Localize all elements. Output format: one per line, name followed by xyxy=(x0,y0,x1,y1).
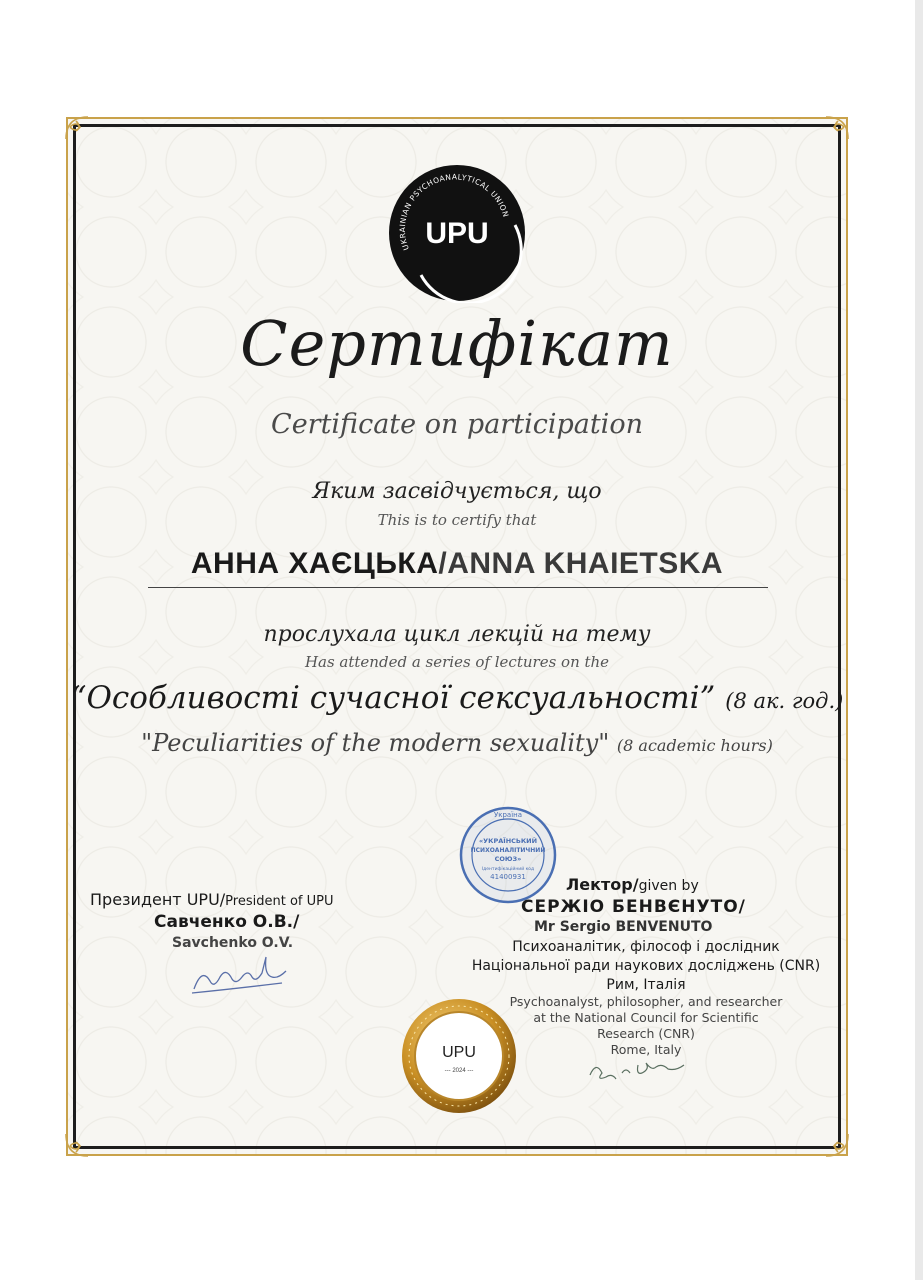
lecturer-desc-en-1: Psychoanalyst, philosopher, and researcher xyxy=(509,994,783,1009)
lecturer-desc-ua-1: Психоаналітик, філософ і дослідник xyxy=(512,939,780,955)
corner-ornament-icon xyxy=(822,1130,852,1160)
upu-logo xyxy=(387,163,527,303)
title-en: Certificate on participation xyxy=(271,409,643,440)
logo-abbr: UPU xyxy=(425,217,489,250)
lecturer-role-ua: Лектор/ xyxy=(566,875,639,894)
corner-ornament-icon xyxy=(62,1130,92,1160)
corner-ornament-icon xyxy=(62,113,92,143)
president-role-ua: Президент UPU/ xyxy=(90,890,226,909)
president-name-ua: Савченко О.В./ xyxy=(154,912,300,932)
certify-ua: Яким засвідчується, що xyxy=(312,479,602,504)
certify-en: This is to certify that xyxy=(377,511,537,529)
lecturer-desc-en-2: at the National Council for Scientific xyxy=(533,1010,759,1025)
president-signature-icon xyxy=(188,955,288,1005)
name-underline xyxy=(148,587,768,588)
recipient-name xyxy=(66,547,848,581)
lecturer-signature-icon xyxy=(586,1057,696,1083)
gold-seal xyxy=(400,997,518,1115)
topic-ua-text: “Особливості сучасної сексуальності” xyxy=(70,680,716,716)
lecturer-role xyxy=(566,875,699,894)
seal-year: --- 2024 --- xyxy=(444,1068,474,1074)
stamp-code: 41400931 xyxy=(490,873,526,881)
organization-stamp xyxy=(449,805,567,905)
title-ua: Сертифікат xyxy=(240,307,674,380)
stamp-line2: ПСИХОАНАЛІТИЧНИЙ xyxy=(470,847,546,854)
corner-ornament-icon xyxy=(822,113,852,143)
stamp-line3: СОЮЗ» xyxy=(494,855,522,863)
name-separator: / xyxy=(438,547,448,580)
lecturer-desc-en-4: Rome, Italy xyxy=(610,1042,682,1057)
attended-en: Has attended a series of lectures on the xyxy=(304,653,610,671)
topic-en xyxy=(66,729,848,757)
stamp-top: Україна xyxy=(493,811,523,819)
stamp-code-label: Ідентифікаційний код xyxy=(481,867,535,872)
certificate xyxy=(66,117,848,1156)
lecturer-name-en: Mr Sergio BENVENUTO xyxy=(534,919,713,935)
lecturer-role-en: given by xyxy=(638,878,699,894)
lecturer-name-ua: СЕРЖІО БЕНВЄНУТО/ xyxy=(521,897,746,917)
stamp-line1: «УКРАЇНСЬКИЙ xyxy=(478,837,538,845)
lecturer-desc-ua-3: Рим, Італія xyxy=(606,977,686,993)
lecturer-desc-en-3: Research (CNR) xyxy=(597,1026,695,1041)
page-edge xyxy=(915,0,923,1280)
topic-ua xyxy=(66,680,848,716)
lecturer-desc-ua-2: Національної ради наукових досліджень (CNR) xyxy=(471,958,821,974)
attended-ua: прослухала цикл лекцій на тему xyxy=(263,622,651,647)
hours-en: (8 academic hours) xyxy=(616,736,773,755)
seal-abbr: UPU xyxy=(442,1044,476,1061)
recipient-name-ua: АННА ХАЄЦЬКА xyxy=(190,547,439,580)
president-role xyxy=(90,890,333,909)
president-name-en: Savchenko O.V. xyxy=(172,935,294,951)
logo-ring-text: UKRAINIAN PSYCHOANALYTICAL UNION xyxy=(397,172,511,252)
topic-en-text: "Peculiarities of the modern sexuality" xyxy=(141,729,610,757)
president-role-en: President of UPU xyxy=(225,894,334,909)
recipient-name-en: ANNA KHAIETSKA xyxy=(447,547,724,580)
hours-ua: (8 ак. год.) xyxy=(725,689,844,713)
